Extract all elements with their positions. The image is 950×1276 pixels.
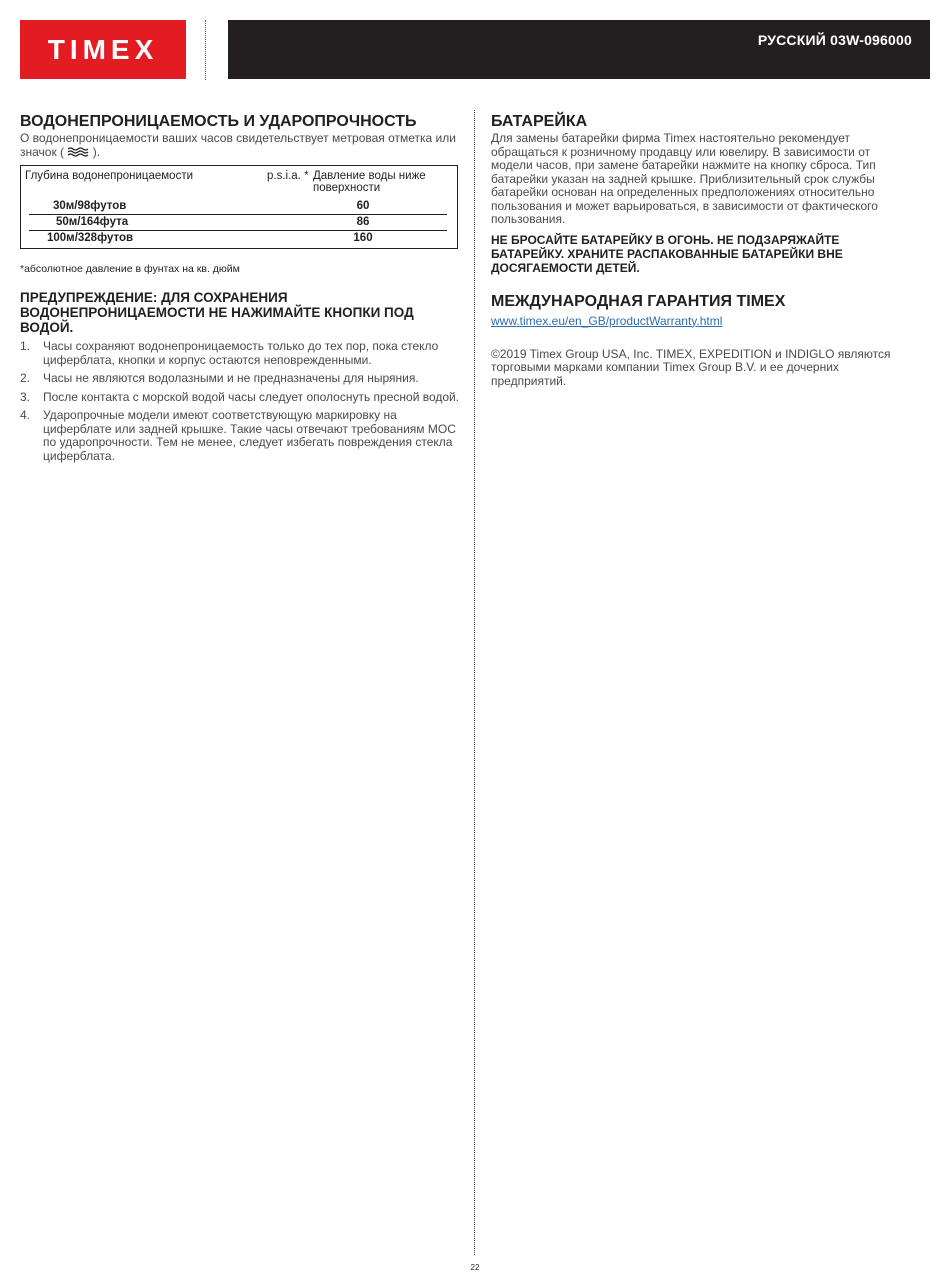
- list-item: [20, 340, 460, 367]
- table-cell-depth: 100м/328футов: [47, 232, 134, 244]
- table-cell-value: 160: [353, 232, 373, 244]
- battery-warning: НЕ БРОСАЙТЕ БАТАРЕЙКУ В ОГОНЬ. НЕ ПОДЗАРЯЖАЙТЕ БАТАРЕЙКУ. ХРАНИТЕ РАСПАКОВАННЫЕ БАТАРЕЙКИ ВНЕ ДОСЯГАЕМОСТИ ДЕТЕЙ.: [491, 232, 843, 275]
- list-item: [20, 409, 460, 463]
- intro-text-end: ).: [92, 144, 101, 159]
- header-bar: [228, 20, 930, 79]
- table-row: [21, 232, 457, 248]
- list-item-text: Часы не являются водолазными и не предназначены для ныряния.: [43, 371, 419, 385]
- table-divider: [29, 214, 447, 215]
- table-header-psia: p.s.i.a. *: [267, 170, 309, 182]
- battery-title: БАТАРЕЙКА: [491, 113, 588, 130]
- warranty-link[interactable]: www.timex.eu/en_GB/productWarranty.html: [491, 313, 723, 328]
- water-waves-icon: [67, 147, 89, 157]
- table-cell-depth: 50м/164фута: [56, 216, 129, 228]
- list-item-text: Часы сохраняют водонепроницаемость только до тех пор, пока стекло циферблата, кнопки и корпус остаются неповрежденными.: [43, 339, 439, 367]
- table-cell-value: 60: [356, 200, 370, 212]
- page-number: 22: [470, 1263, 480, 1272]
- timex-logo: TIMEX: [20, 20, 186, 79]
- table-cell-depth: 30м/98футов: [53, 200, 127, 212]
- water-warning: ПРЕДУПРЕЖДЕНИЕ: ДЛЯ СОХРАНЕНИЯ ВОДОНЕПРОНИЦАЕМОСТИ НЕ НАЖИМАЙТЕ КНОПКИ ПОД ВОДОЙ.: [20, 290, 414, 335]
- list-item-number: 1.: [20, 339, 31, 353]
- list-item-number: 4.: [20, 408, 31, 422]
- list-item-text: После контакта с морской водой часы следует ополоснуть пресной водой.: [43, 389, 460, 404]
- intro-text: О водонепроницаемости ваших часов свидетельствует метровая отметка или значок (: [20, 131, 456, 159]
- water-pressure-table: [20, 165, 458, 249]
- table-header-pressure: Давление воды ниже поверхности: [313, 170, 426, 194]
- header-divider: [205, 20, 206, 80]
- water-resistance-list: [20, 340, 460, 463]
- table-header-depth: Глубина водонепроницаемости: [25, 170, 194, 182]
- left-column: [20, 112, 460, 468]
- table-cell-value: 86: [356, 216, 370, 228]
- column-divider: [474, 110, 475, 1255]
- pressure-footnote: *абсолютное давление в фунтах на кв. дюйм: [20, 263, 240, 275]
- copyright-text: ©2019 Timex Group USA, Inc. TIMEX, EXPEDITION и INDIGLO являются торговыми марками компании Timex Group B.V. и ее дочерних предприятий.: [491, 346, 891, 388]
- water-resistance-intro: [20, 132, 460, 159]
- list-item-number: 3.: [20, 389, 31, 404]
- table-divider: [29, 230, 447, 231]
- list-item: [20, 391, 460, 405]
- right-column: [491, 112, 911, 388]
- battery-text: Для замены батарейки фирма Timex настоятельно рекомендует обращаться к розничному продавцу или ювелиру. В зависимости от модели часов, при замене батарейки нажмите на кнопку сброса. Тип батарейки указан на задней крышке. Приблизительный срок службы батарейки основан на определенных предположениях относительно пользования и может варьироваться, в зависимости от фактического пользования.: [491, 131, 878, 226]
- warranty-title: МЕЖДУНАРОДНАЯ ГАРАНТИЯ TIMEX: [491, 292, 786, 310]
- list-item-number: 2.: [20, 371, 31, 385]
- list-item-text: Ударопрочные модели имеют соответствующую маркировку на циферблате или задней крышке. Такие часы отвечают требованиям МОС по ударопрочности. Тем не менее, следует избегать повреждения стекла циферблата.: [43, 408, 456, 463]
- water-resistance-title: ВОДОНЕПРОНИЦАЕМОСТЬ И УДАРОПРОЧНОСТЬ: [20, 113, 417, 130]
- language-code: РУССКИЙ 03W-096000: [757, 32, 912, 48]
- list-item: [20, 372, 460, 386]
